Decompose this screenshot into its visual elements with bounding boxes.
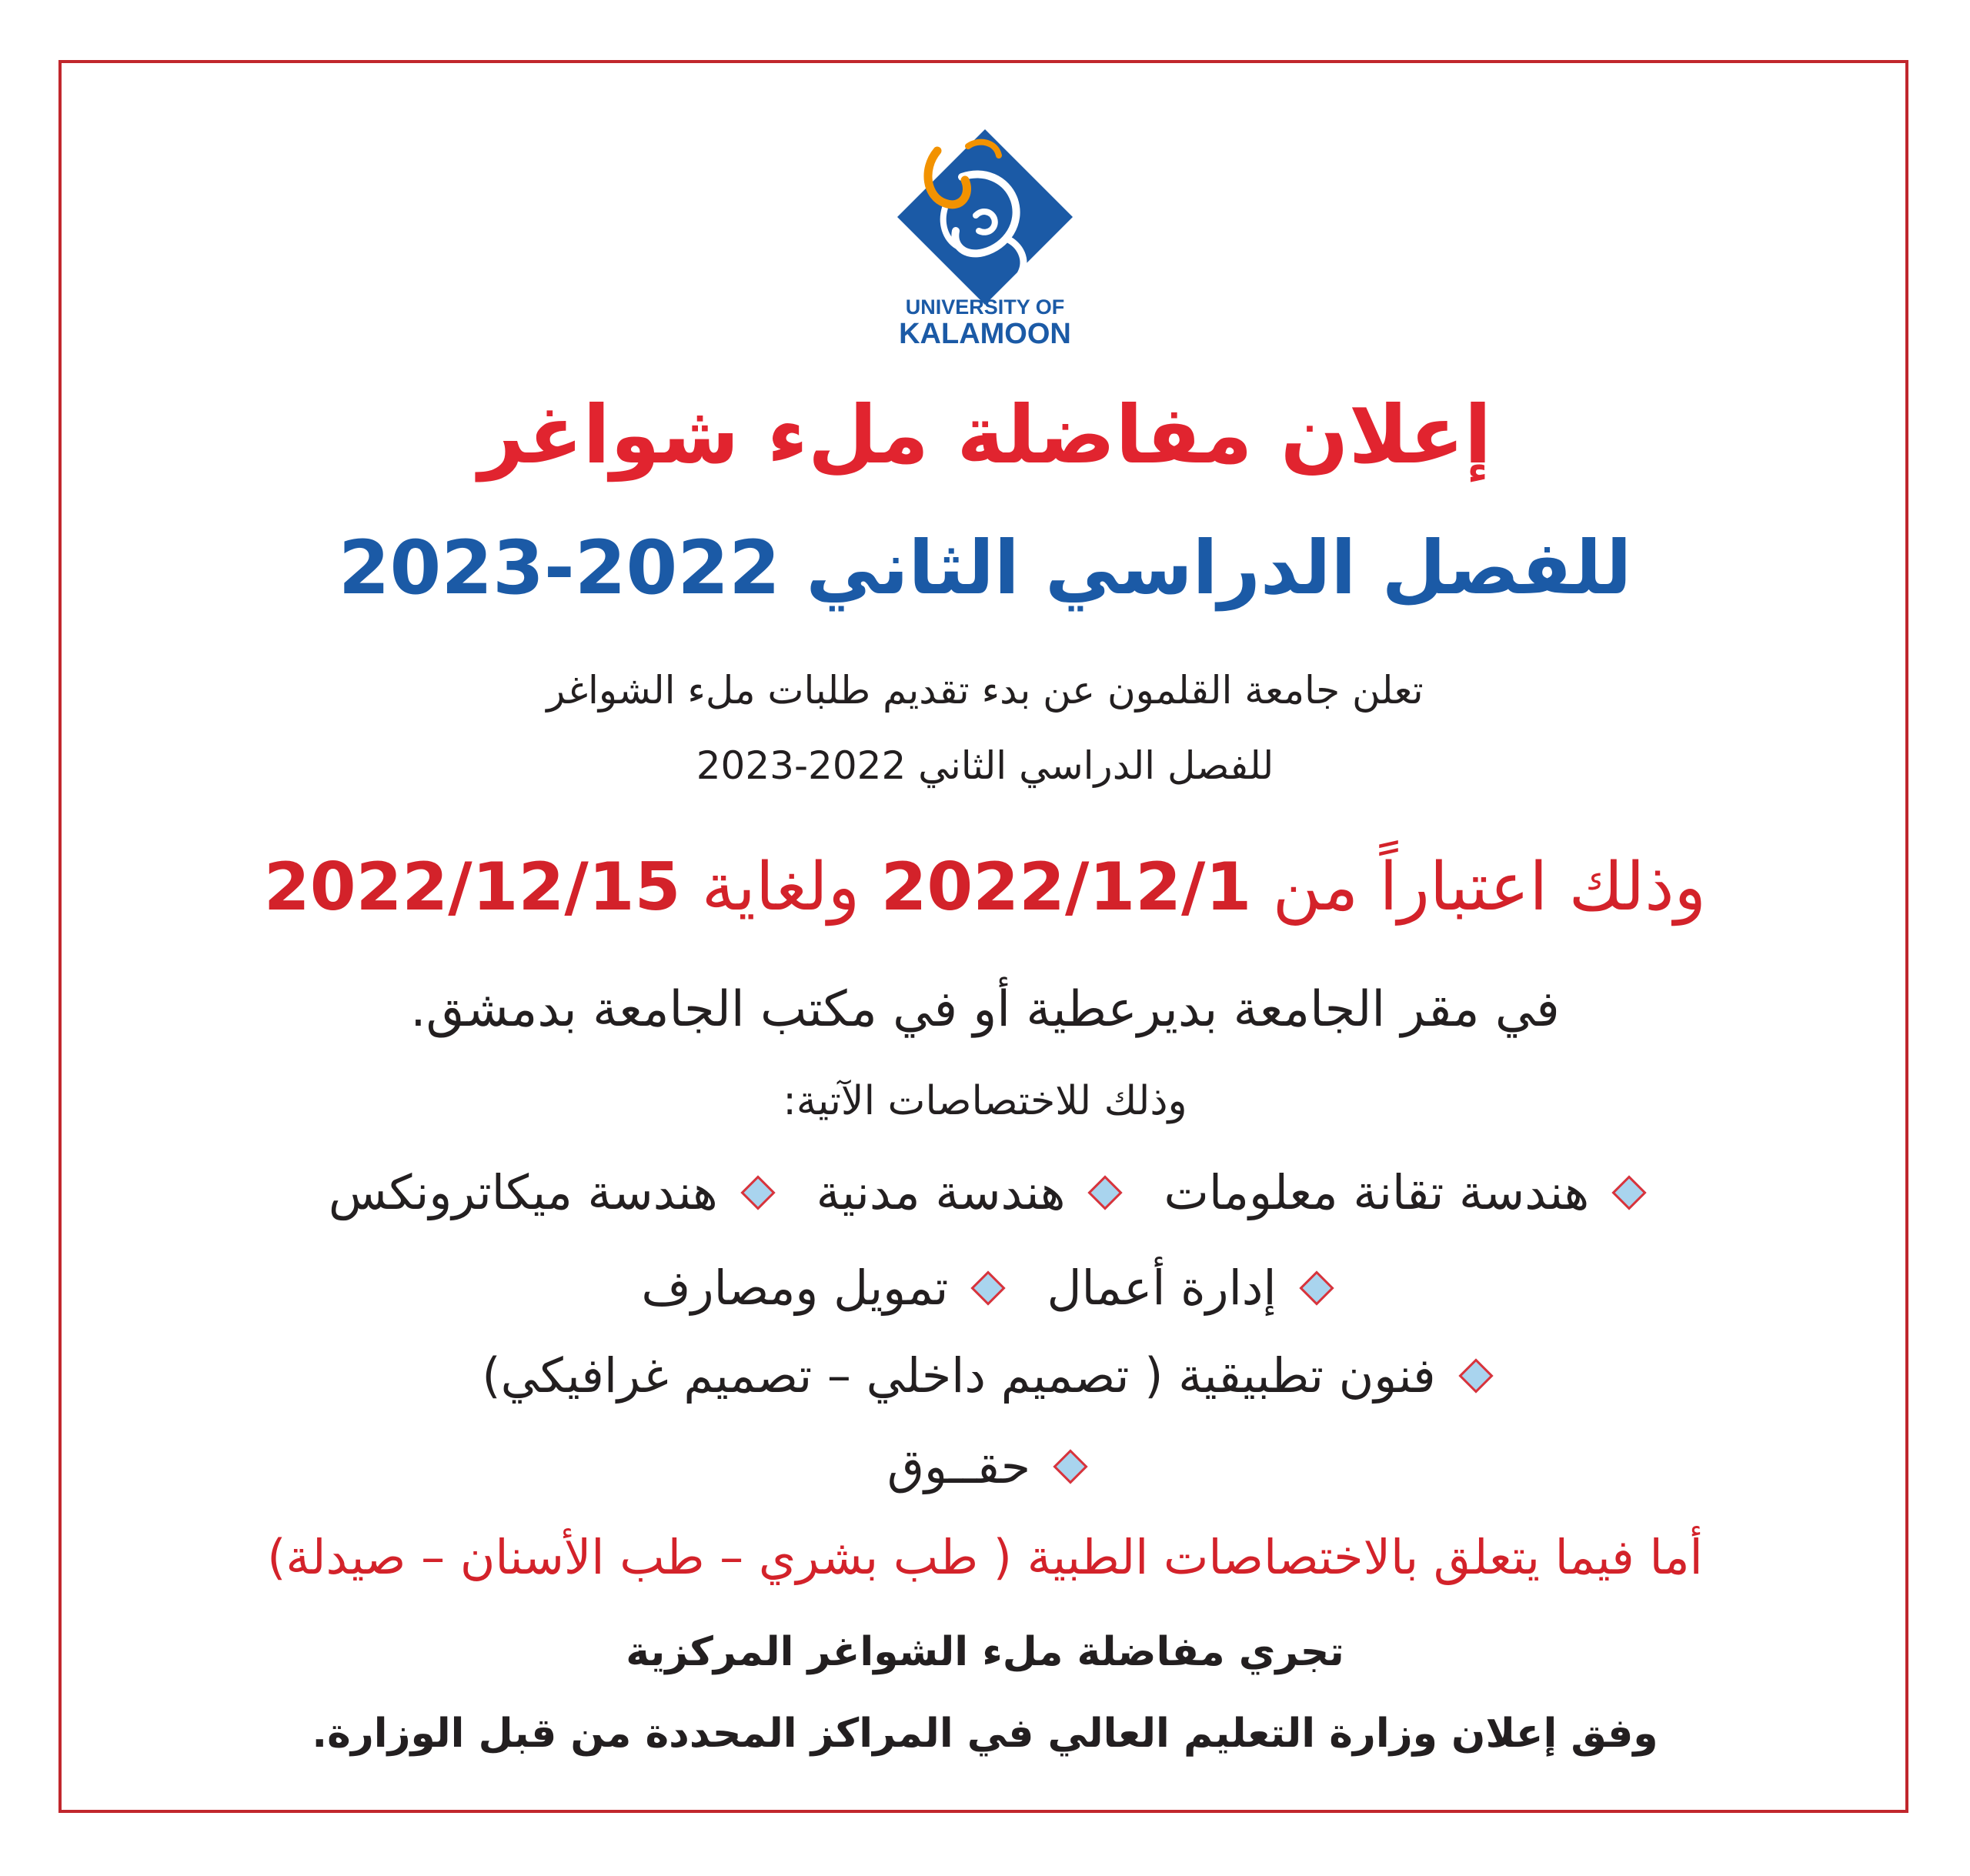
diamond-bullet-icon bbox=[1053, 1449, 1087, 1484]
specialization-label: حقــوق bbox=[886, 1438, 1031, 1494]
diamond-bullet-icon bbox=[1088, 1175, 1123, 1210]
specialization-item bbox=[816, 1160, 1118, 1225]
specialization-label: هندسة مدنية bbox=[816, 1164, 1066, 1220]
kalamoon-logo-icon bbox=[891, 123, 1079, 354]
specialization-item bbox=[1164, 1160, 1641, 1225]
end-date: 2022/12/15 bbox=[263, 849, 681, 926]
intro-line-2: للفصل الدراسي الثاني 2022-2023 bbox=[696, 743, 1274, 788]
university-logo bbox=[891, 123, 1079, 354]
specializations-intro: وذلك للاختصاصات الآتية: bbox=[783, 1078, 1187, 1124]
diamond-bullet-icon bbox=[1299, 1270, 1334, 1305]
diamond-bullet-icon bbox=[1612, 1175, 1647, 1210]
specializations-row-4 bbox=[0, 1434, 1970, 1499]
dates-prefix: وذلك اعتباراً من bbox=[1272, 849, 1707, 926]
dates-middle: ولغاية bbox=[701, 849, 860, 926]
specializations-row-3 bbox=[0, 1344, 1970, 1408]
start-date: 2022/12/1 bbox=[880, 849, 1252, 926]
intro-line-1: تعلن جامعة القلمون عن بدء تقديم طلبات ملء الشواغر bbox=[546, 668, 1424, 713]
medical-specializations-note: أما فيما يتعلق بالاختصاصات الطبية ( طب بشري – طب الأسنان – صيدلة) bbox=[267, 1529, 1703, 1585]
specialization-item bbox=[641, 1256, 1000, 1320]
specializations-row-2 bbox=[0, 1256, 1970, 1320]
specialization-label: تمويل ومصارف bbox=[641, 1260, 949, 1316]
specialization-item bbox=[887, 1434, 1083, 1499]
specialization-item bbox=[329, 1160, 770, 1225]
diamond-bullet-icon bbox=[1458, 1358, 1493, 1393]
application-dates bbox=[0, 845, 1970, 930]
announcement-subtitle: للفصل الدراسي الثاني 2022-2023 bbox=[338, 525, 1632, 611]
diamond-bullet-icon bbox=[971, 1270, 1006, 1305]
announcement-title: إعلان مفاضلة ملء شواغر bbox=[478, 388, 1492, 482]
ministry-announcement-note: وفق إعلان وزارة التعليم العالي في المراكز المحددة من قبل الوزارة. bbox=[312, 1711, 1658, 1757]
specialization-label: فنون تطبيقية ( تصميم داخلي – تصميم غرافيكي) bbox=[482, 1347, 1436, 1404]
specialization-label: هندسة تقانة معلومات bbox=[1164, 1164, 1590, 1220]
specialization-label: هندسة ميكاترونكس bbox=[328, 1164, 718, 1220]
specializations-row-1 bbox=[0, 1160, 1970, 1225]
specialization-label: إدارة أعمال bbox=[1047, 1260, 1277, 1316]
logo-name-line1: UNIVERSITY OF bbox=[905, 295, 1065, 319]
specialization-item bbox=[1047, 1256, 1328, 1320]
application-location: في مقر الجامعة بديرعطية أو في مكتب الجامعة بدمشق. bbox=[410, 981, 1560, 1038]
specialization-item bbox=[482, 1344, 1488, 1408]
diamond-bullet-icon bbox=[740, 1175, 775, 1210]
central-vacancies-note: تجري مفاضلة ملء الشواغر المركزية bbox=[626, 1629, 1344, 1675]
logo-name-line2: KALAMOON bbox=[899, 318, 1071, 350]
